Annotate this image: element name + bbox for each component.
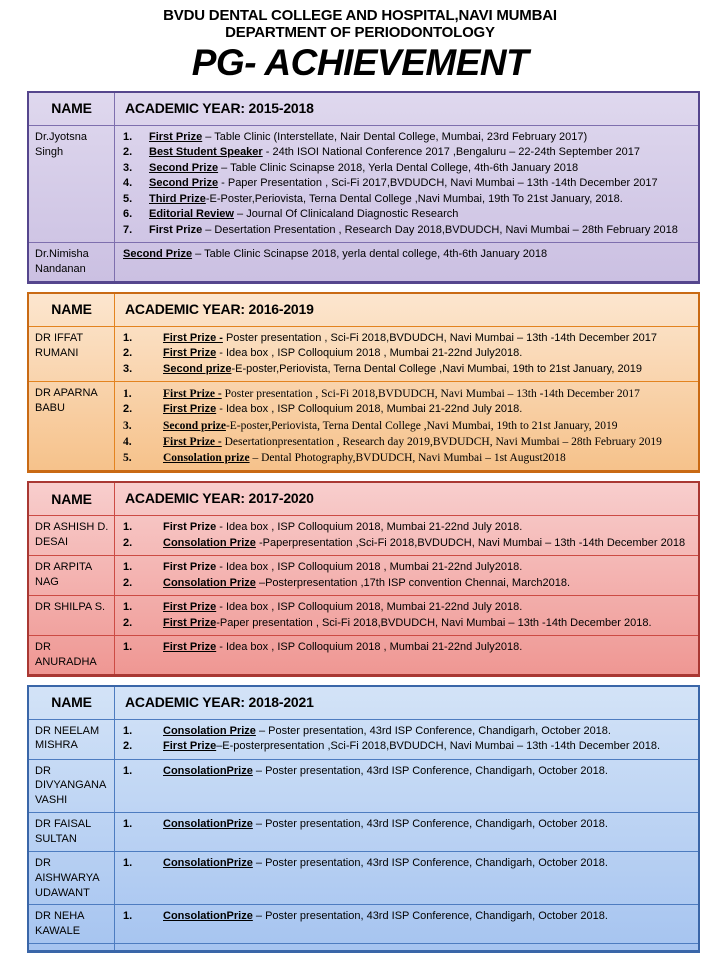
student-name-cell (29, 944, 115, 950)
student-row (29, 759, 698, 813)
achievements-cell (115, 852, 698, 905)
item-text (163, 724, 690, 740)
item-description: –E-posterpresentation ,Sci-Fi 2018,BVDUDCH, Navi Mumbai – 13th -14th December 2018. (216, 740, 661, 753)
prize-name: Consolation Prize (163, 536, 256, 549)
item-number: 1. (123, 130, 133, 143)
prize-name: First Prize (163, 561, 217, 574)
student-name-cell: DR SHILPA S. (29, 596, 115, 635)
item-description: –Posterpresentation ,17th ISP convention Chennai, March2018. (255, 576, 571, 589)
item-description: – Journal Of Clinicaland Diagnostic Research (233, 208, 459, 221)
item-description: - Idea box , ISP Colloquium 2018 , Mumbai 21-22nd July2018. (216, 641, 523, 654)
prize-name: Second Prize (149, 177, 219, 190)
achievement-item (123, 386, 690, 402)
prize-name: First Prize (163, 521, 217, 534)
achievement-item (123, 909, 690, 925)
achievement-table-2015-2018 (27, 91, 700, 284)
prize-name: Second Prize (149, 161, 219, 174)
prize-name: First Prize (149, 130, 203, 143)
table-header-row (29, 93, 698, 125)
achievement-item (123, 346, 690, 362)
achievement-item (123, 247, 690, 263)
prize-name: ConsolationPrize (163, 764, 253, 777)
item-text (163, 362, 690, 378)
achievements-cell (115, 905, 698, 943)
item-number: 1. (123, 331, 133, 344)
prize-name: First Prize (163, 347, 217, 360)
prize-name: First Prize - (163, 388, 222, 401)
achievement-item (123, 130, 690, 146)
table-header-row (29, 294, 698, 326)
student-row (29, 125, 698, 243)
item-description: - Idea box , ISP Colloquium 2018 , Mumbai 21-22nd July2018. (216, 561, 523, 574)
achievement-item (123, 560, 690, 576)
achievement-item (123, 331, 690, 347)
achievement-item (123, 418, 690, 434)
item-number: 2. (123, 347, 133, 360)
achievement-item (123, 616, 690, 632)
achievement-item (123, 207, 690, 223)
item-text (163, 386, 690, 402)
prize-name: First Prize (149, 223, 203, 236)
item-text (163, 640, 690, 656)
prize-name: ConsolationPrize (163, 818, 253, 831)
table-header-row (29, 687, 698, 719)
achievement-table-2018-2021 (27, 685, 700, 953)
item-number: 2. (123, 536, 133, 549)
name-header-cell: NAME (29, 93, 115, 125)
prize-name: First Prize (163, 616, 217, 629)
page-title: PG- ACHIEVEMENT (191, 42, 529, 83)
prize-name: Consolation Prize (163, 724, 256, 737)
prize-name: First Prize (163, 641, 217, 654)
achievement-item (123, 536, 690, 552)
student-row (29, 595, 698, 635)
item-number: 3. (123, 362, 133, 375)
prize-name: Consolation Prize (163, 576, 256, 589)
item-number: 1. (123, 641, 133, 654)
item-description: – Poster presentation, 43rd ISP Conference, Chandigarh, October 2018. (252, 818, 608, 831)
achievement-item (123, 192, 690, 208)
item-description: - Idea box , ISP Colloquium 2018, Mumbai 21-22nd July 2018. (216, 601, 523, 614)
name-header-cell: NAME (29, 687, 115, 719)
item-description: -E-Poster,Periovista, Terna Dental College ,Navi Mumbai, 19th To 21st January, 2018. (205, 192, 623, 205)
student-row (29, 326, 698, 382)
item-text (163, 331, 690, 347)
item-text (163, 600, 690, 616)
document-header (0, 0, 720, 84)
student-name-cell: DR NEELAM MISHRA (29, 720, 115, 759)
item-text (163, 616, 690, 632)
achievement-item (123, 600, 690, 616)
item-text (163, 909, 690, 925)
achievements-cell (115, 516, 698, 555)
student-name-cell: DR APARNA BABU (29, 382, 115, 470)
achievement-item (123, 739, 690, 755)
prize-name: First Prize - (163, 436, 222, 449)
achievements-cell (115, 813, 698, 851)
item-text (149, 145, 690, 161)
achievement-item (123, 520, 690, 536)
achievement-item (123, 724, 690, 740)
item-description: Poster presentation , Sci-Fi 2018,BVDUDCH, Navi Mumbai – 13th -14th December 2017 (222, 331, 657, 344)
student-name-cell: DR IFFAT RUMANI (29, 327, 115, 382)
item-number: 1. (123, 521, 133, 534)
item-description: Poster presentation , Sci-Fi 2018,BVDUDCH, Navi Mumbai – 13th -14th December 2017 (221, 388, 640, 401)
item-description: - Idea box , ISP Colloquium 2018, Mumbai 21-22nd July 2018. (216, 403, 523, 416)
item-number: 2. (123, 616, 133, 629)
achievements-cell (115, 760, 698, 813)
achievements-cell (115, 636, 698, 674)
item-text (163, 418, 690, 434)
achievement-item (123, 576, 690, 592)
item-description: -E-poster,Periovista, Terna Dental College ,Navi Mumbai, 19th to 21st January, 2019 (225, 419, 618, 432)
prize-name: Second Prize (123, 248, 193, 261)
item-description: – Poster presentation, 43rd ISP Conference, Chandigarh, October 2018. (252, 910, 608, 923)
student-row (29, 812, 698, 851)
achievement-item (123, 640, 690, 656)
item-text (149, 130, 690, 146)
item-description: – Poster presentation, 43rd ISP Conference, Chandigarh, October 2018. (252, 856, 608, 869)
prize-name: Second prize (163, 362, 232, 375)
student-row (29, 515, 698, 555)
student-name-cell: DR FAISAL SULTAN (29, 813, 115, 851)
department-name: DEPARTMENT OF PERIODONTOLOGY (225, 24, 495, 41)
achievement-table-2016-2019 (27, 292, 700, 474)
item-number: 2. (123, 146, 133, 159)
item-number: 1. (123, 601, 133, 614)
item-description: – Table Clinic Scinapse 2018, Yerla Dental College, 4th-6th January 2018 (218, 161, 579, 174)
name-header-cell: NAME (29, 294, 115, 326)
item-description: - Idea box , ISP Colloquium 2018, Mumbai 21-22nd July 2018. (216, 521, 523, 534)
item-number: 3. (123, 419, 132, 432)
item-number: 2. (123, 576, 133, 589)
item-text (163, 817, 690, 833)
achievements-cell (115, 944, 698, 950)
achievement-table-2017-2020 (27, 481, 700, 676)
achievement-item (123, 856, 690, 872)
item-text (163, 520, 690, 536)
prize-name: ConsolationPrize (163, 910, 253, 923)
item-description: – Table Clinic Scinapse 2018, yerla dental college, 4th-6th January 2018 (192, 248, 548, 261)
item-text (163, 576, 690, 592)
item-description: – Poster presentation, 43rd ISP Conference, Chandigarh, October 2018. (255, 724, 611, 737)
item-description: – Dental Photography,BVDUDCH, Navi Mumbai – 1st August2018 (249, 452, 566, 465)
name-header-cell: NAME (29, 483, 115, 515)
item-number: 1. (123, 910, 133, 923)
item-number: 2. (123, 403, 133, 416)
item-text (163, 856, 690, 872)
achievements-cell (115, 243, 698, 281)
item-description: - Idea box , ISP Colloquium 2018 , Mumbai 21-22nd July2018. (216, 347, 523, 360)
prize-name: ConsolationPrize (163, 856, 253, 869)
year-header-cell: ACADEMIC YEAR: 2015-2018 (125, 100, 314, 116)
item-text (163, 536, 690, 552)
achievement-item (123, 434, 690, 450)
student-name-cell: DR ARPITA NAG (29, 556, 115, 595)
prize-name: First Prize (163, 403, 217, 416)
student-name-cell: DR DIVYANGANA VASHI (29, 760, 115, 813)
student-row (29, 851, 698, 905)
item-description: -Paper presentation , Sci-Fi 2018,BVDUDCH, Navi Mumbai – 13th -14th December 2018. (216, 616, 652, 629)
item-text (149, 161, 690, 177)
achievements-cell (115, 126, 698, 243)
item-text (163, 346, 690, 362)
item-number: 1. (123, 388, 132, 401)
achievement-item (123, 161, 690, 177)
student-name-cell: Dr.Jyotsna Singh (29, 126, 115, 243)
item-description: -Paperpresentation ,Sci-Fi 2018,BVDUDCH, Navi Mumbai – 13th -14th December 2018 (255, 536, 686, 549)
student-name-cell: DR ANURADHA (29, 636, 115, 674)
achievement-item (123, 145, 690, 161)
achievements-cell (115, 720, 698, 759)
student-name-cell: Dr.Nimisha Nandanan (29, 243, 115, 281)
item-number: 4. (123, 436, 132, 449)
student-name-cell: DR NEHA KAWALE (29, 905, 115, 943)
item-description: - Paper Presentation , Sci-Fi 2017,BVDUDCH, Navi Mumbai – 13th -14th December 2017 (218, 177, 658, 190)
item-number: 4. (123, 177, 133, 190)
achievement-item (123, 402, 690, 418)
item-text (149, 192, 690, 208)
item-number: 1. (123, 561, 133, 574)
item-text (163, 764, 690, 780)
item-number: 1. (123, 724, 133, 737)
achievement-item (123, 764, 690, 780)
item-number: 1. (123, 818, 133, 831)
prize-name: First Prize - (163, 331, 223, 344)
item-text (163, 434, 690, 450)
item-description: -E-poster,Periovista, Terna Dental College ,Navi Mumbai, 19th to 21st January, 2019 (231, 362, 642, 375)
student-row (29, 242, 698, 281)
item-description: Desertationpresentation , Research day 2019,BVDUDCH, Navi Mumbai – 28th February 2019 (221, 436, 662, 449)
student-row (29, 904, 698, 943)
table-header-row (29, 483, 698, 515)
item-text (149, 207, 690, 223)
item-number: 3. (123, 161, 133, 174)
item-description: – Desertation Presentation , Research Day 2018,BVDUDCH, Navi Mumbai – 28th February 2018 (202, 223, 678, 236)
item-description: – Table Clinic (Interstellate, Nair Dental College, Mumbai, 23rd February 2017) (202, 130, 588, 143)
achievements-cell (115, 327, 698, 382)
achievement-item (123, 362, 690, 378)
item-text (163, 402, 690, 418)
item-number: 5. (123, 192, 133, 205)
item-text (123, 247, 690, 263)
achievement-item (123, 817, 690, 833)
item-number: 7. (123, 223, 133, 236)
prize-name: Best Student Speaker (149, 146, 263, 159)
prize-name: Third Prize (149, 192, 206, 205)
prize-name: Second prize (163, 419, 226, 432)
item-number: 1. (123, 764, 133, 777)
student-name-cell: DR AISHWARYA UDAWANT (29, 852, 115, 905)
student-row (29, 635, 698, 674)
item-text (149, 176, 690, 192)
item-number: 2. (123, 740, 133, 753)
item-text (163, 560, 690, 576)
achievement-item (123, 223, 690, 239)
student-row (29, 555, 698, 595)
achievements-cell (115, 596, 698, 635)
year-header-cell: ACADEMIC YEAR: 2017-2020 (125, 490, 314, 507)
prize-name: First Prize (163, 601, 217, 614)
item-description: - 24th ISOI National Conference 2017 ,Bengaluru – 22-24th September 2017 (262, 146, 641, 159)
item-number: 1. (123, 856, 133, 869)
truncated-row (29, 943, 698, 950)
student-row (29, 381, 698, 470)
college-name: BVDU DENTAL COLLEGE AND HOSPITAL,NAVI MUMBAI (163, 7, 557, 24)
achievement-item (123, 176, 690, 192)
item-number: 6. (123, 208, 133, 221)
student-name-cell: DR ASHISH D. DESAI (29, 516, 115, 555)
item-number: 5. (123, 452, 132, 465)
year-header-cell: ACADEMIC YEAR: 2018-2021 (125, 693, 314, 710)
student-row (29, 719, 698, 759)
year-header-cell: ACADEMIC YEAR: 2016-2019 (125, 300, 314, 317)
item-text (149, 223, 690, 239)
item-description: – Poster presentation, 43rd ISP Conference, Chandigarh, October 2018. (252, 764, 608, 777)
prize-name: Consolation prize (163, 452, 250, 465)
achievement-tables (0, 91, 720, 953)
prize-name: Editorial Review (149, 208, 234, 221)
achievements-cell (115, 556, 698, 595)
achievements-cell (115, 382, 698, 470)
prize-name: First Prize (163, 740, 217, 753)
item-text (163, 450, 690, 466)
achievement-item (123, 450, 690, 466)
item-text (163, 739, 690, 755)
